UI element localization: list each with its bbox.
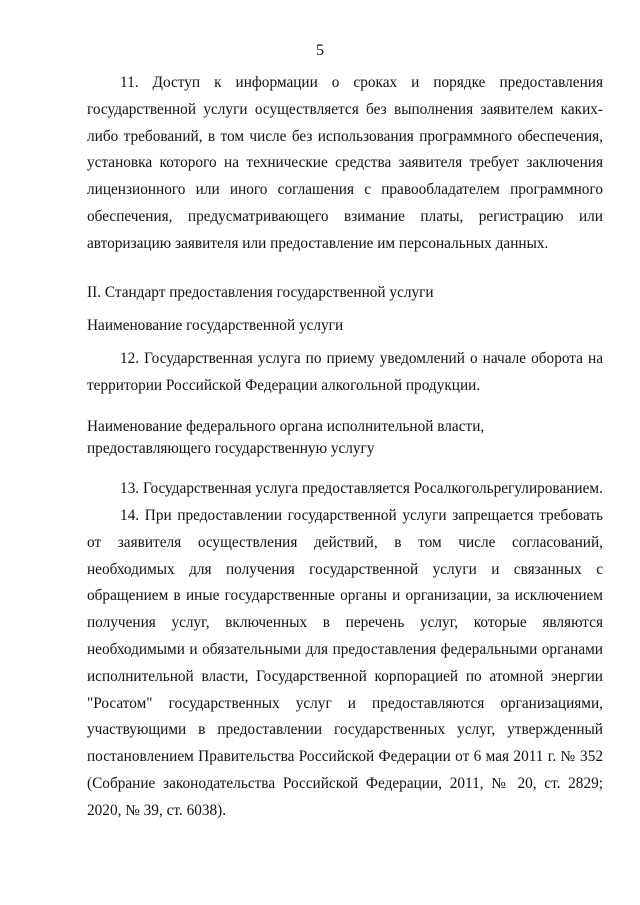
service-name-heading-block [87,313,603,340]
paragraph-14-block [87,503,603,825]
section-heading-block [87,280,603,307]
paragraph-13-block [87,476,603,503]
paragraph-13: 13. Государственная услуга предоставляется Росалкогольрегулированием. [120,480,603,497]
section-title: II. Стандарт предоставления государственной услуги [87,284,434,301]
page-number: 5 [316,42,324,59]
paragraph-12-block [87,346,603,400]
paragraph-12: 12. Государственная услуга по приему уведомлений о начале оборота на территории Российской Федерации алкогольной продукции. [87,350,603,394]
org-heading-block [87,416,603,460]
paragraph-11-block [87,70,603,258]
service-name-heading: Наименование государственной услуги [87,317,344,334]
paragraph-14: 14. При предоставлении государственной услуги запрещается требовать от заявителя осуществления действий, в том числе согласований, необходимых для получения государственной услуги и связанных с обращением в иные государственные органы и организации, за исключением получения услуг, включенных в перечень услуг, которые являются необходимыми и обязательными для предоставления федеральными органами исполнительной власти, Государственной корпорацией по атомной энергии "Росатом" государственных услуг и предоставляются организациями, участвующими в предоставлении государственных услуг, утвержденный постановлением Правительства Российской Федерации от 6 мая 2011 г. № 352 (Собрание законодательства Российской Федерации, 2011, № 20, ст. 2829; 2020, № 39, ст. 6038). [87,507,603,819]
org-heading-line-1: Наименование федерального органа исполнительной власти, [87,418,485,435]
paragraph-11: 11. Доступ к информации о сроках и порядке предоставления государственной услуги осуществляется без выполнения заявителем каких-либо требований, в том числе без использования программного обеспечения, установка которого на технические средства заявителя требует заключения лицензионного или иного соглашения с правообладателем программного обеспечения, предусматривающего взимание платы, регистрацию или авторизацию заявителя или предоставление им персональных данных. [87,74,603,252]
org-heading-line-2: предоставляющего государственную услугу [87,440,375,457]
